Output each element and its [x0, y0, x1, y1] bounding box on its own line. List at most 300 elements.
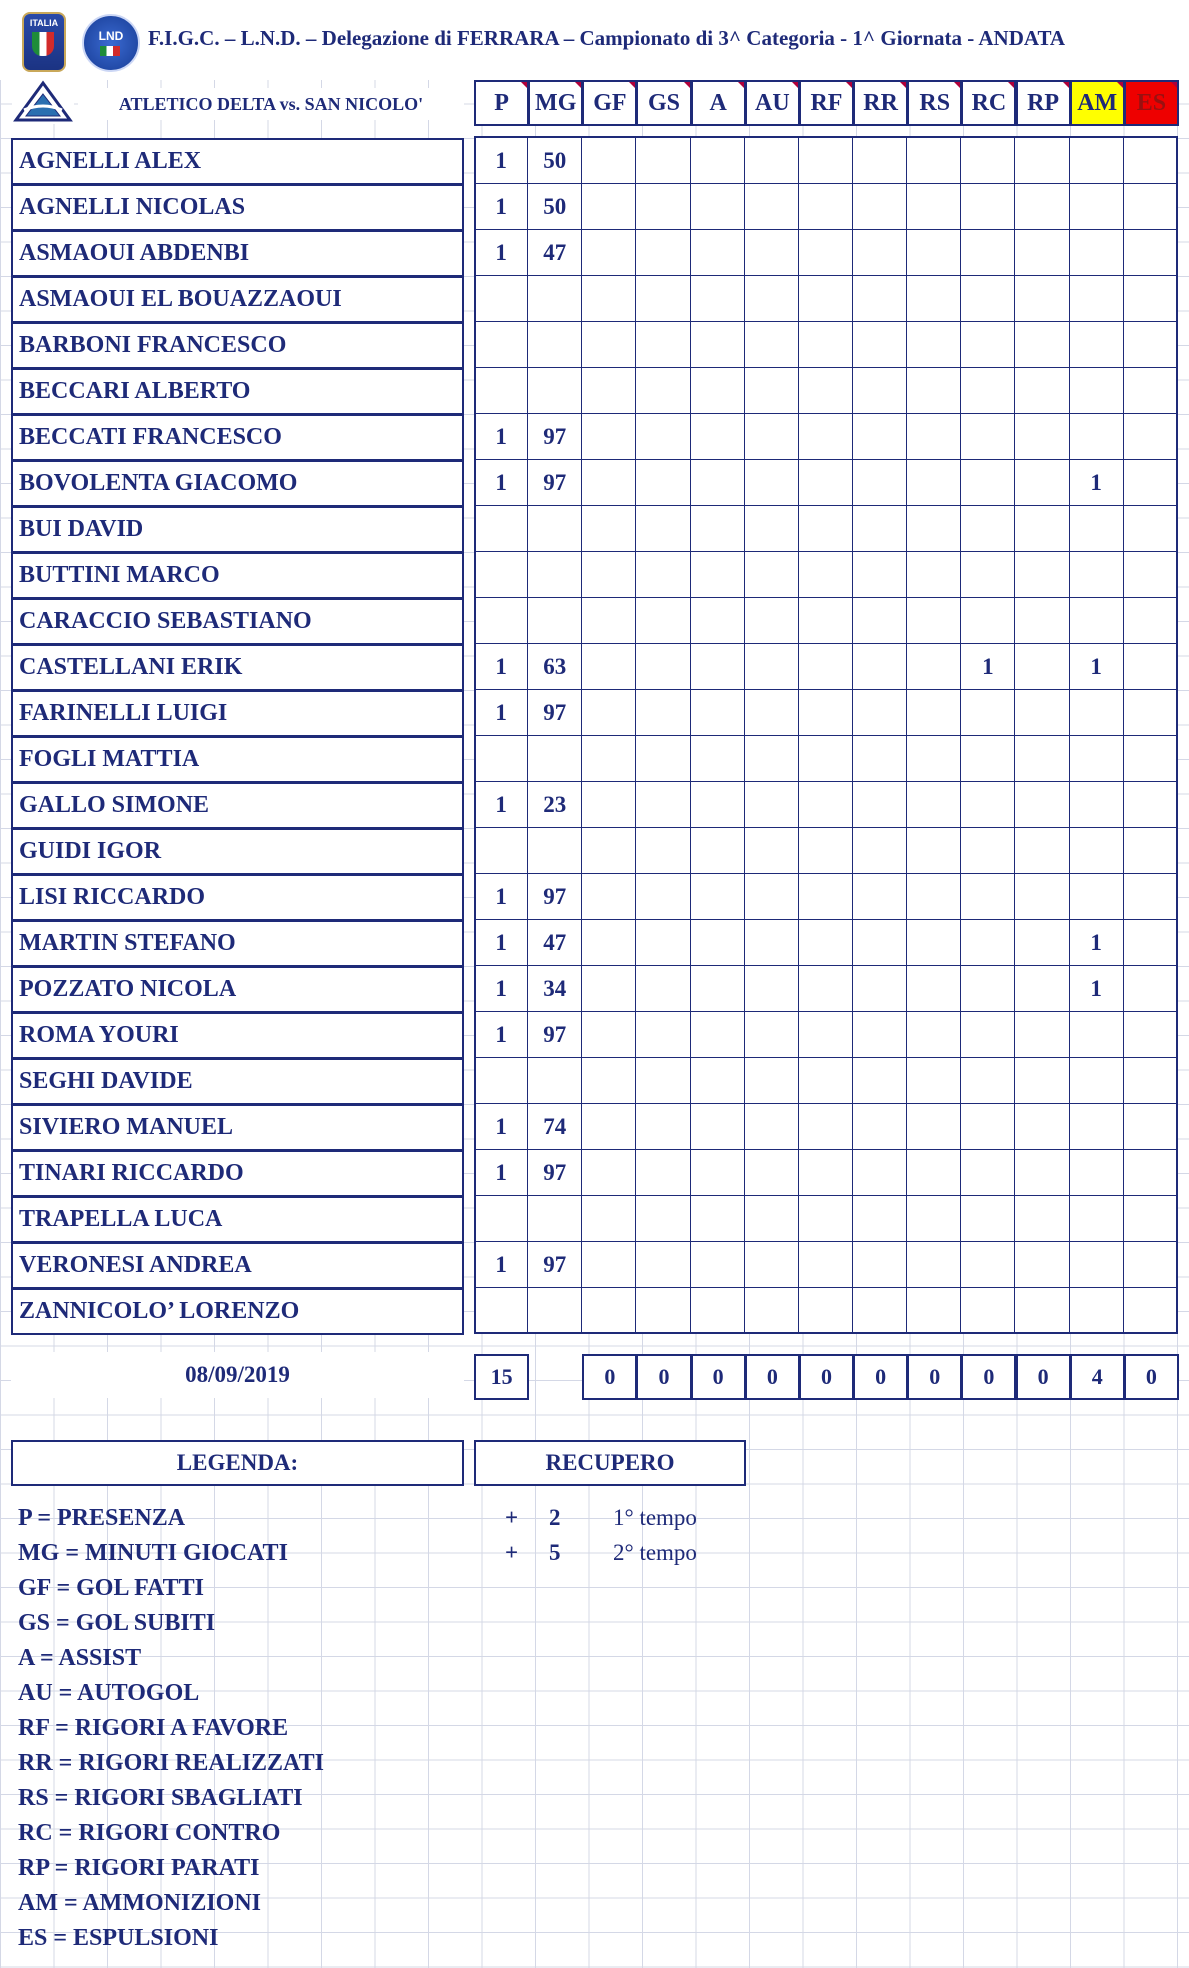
total-rp: 0 [1016, 1354, 1071, 1400]
stat-cell-rs [907, 966, 961, 1012]
stat-cell-rr [853, 1012, 907, 1058]
stat-cell-rc [961, 276, 1015, 322]
stat-cell-p: 1 [474, 644, 528, 690]
stat-cell-p: 1 [474, 414, 528, 460]
stat-cell-gs [636, 184, 690, 230]
stat-cell-rr [853, 138, 907, 184]
stat-cell-es [1124, 598, 1178, 644]
stat-cell-p: 1 [474, 184, 528, 230]
stat-cell-gf [582, 1288, 636, 1334]
stat-cell-a [691, 690, 745, 736]
stat-cell-rf [799, 966, 853, 1012]
stat-cell-am [1070, 782, 1124, 828]
stat-cell-rf [799, 1012, 853, 1058]
table-row [474, 920, 1178, 966]
stat-cell-au [745, 1150, 799, 1196]
stat-cell-gs [636, 414, 690, 460]
stat-cell-a [691, 828, 745, 874]
stat-cell-rf [799, 920, 853, 966]
stat-cell-es [1124, 874, 1178, 920]
stat-cell-p: 1 [474, 782, 528, 828]
column-header-rs: RS [907, 80, 962, 126]
stat-cell-gf [582, 1150, 636, 1196]
stat-cell-a [691, 184, 745, 230]
stat-cell-am [1070, 414, 1124, 460]
stat-cell-rs [907, 1012, 961, 1058]
stat-cell-am [1070, 874, 1124, 920]
stat-cell-mg: 34 [528, 966, 582, 1012]
stat-cell-gf [582, 322, 636, 368]
stat-cell-p [474, 828, 528, 874]
stat-cell-rp [1015, 782, 1069, 828]
stat-cell-rc [961, 1150, 1015, 1196]
stat-cell-gf [582, 506, 636, 552]
comment-marker-icon [792, 82, 798, 88]
stat-cell-gf [582, 874, 636, 920]
stat-cell-rp [1015, 552, 1069, 598]
stat-cell-p: 1 [474, 1242, 528, 1288]
stat-cell-rc [961, 184, 1015, 230]
stat-cell-rs [907, 230, 961, 276]
stat-cell-rc [961, 460, 1015, 506]
stat-cell-rp [1015, 828, 1069, 874]
legend-item: ES = ESPULSIONI [18, 1925, 219, 1951]
stat-cell-p: 1 [474, 690, 528, 736]
stat-cell-rc [961, 920, 1015, 966]
stat-cell-au [745, 276, 799, 322]
total-rf: 0 [799, 1354, 854, 1400]
legend-item: AM = AMMONIZIONI [18, 1890, 261, 1916]
stat-cell-rc [961, 414, 1015, 460]
stat-cell-gs [636, 230, 690, 276]
stat-cell-rp [1015, 1288, 1069, 1334]
table-row [474, 1288, 1178, 1334]
stat-cell-gf [582, 644, 636, 690]
stat-cell-mg [528, 1058, 582, 1104]
stat-cell-rs [907, 368, 961, 414]
stat-cell-gf [582, 138, 636, 184]
stat-cell-mg [528, 598, 582, 644]
stat-cell-mg [528, 828, 582, 874]
stat-cell-gs [636, 506, 690, 552]
table-row [474, 230, 1178, 276]
stat-cell-es [1124, 230, 1178, 276]
match-date: 08/09/2019 [11, 1352, 464, 1398]
lnd-logo-text: LND [98, 29, 124, 43]
stat-cell-a [691, 1150, 745, 1196]
stat-cell-am [1070, 1012, 1124, 1058]
stat-cell-rc [961, 598, 1015, 644]
stat-cell-rc [961, 322, 1015, 368]
stat-cell-mg: 63 [528, 644, 582, 690]
stat-cell-rp [1015, 1012, 1069, 1058]
recupero-minutes: 5 [549, 1540, 561, 1565]
stat-cell-am [1070, 138, 1124, 184]
stat-cell-au [745, 138, 799, 184]
stat-cell-rc [961, 230, 1015, 276]
stat-cell-a [691, 138, 745, 184]
stat-cell-rp [1015, 1150, 1069, 1196]
stat-cell-mg [528, 276, 582, 322]
table-row [474, 782, 1178, 828]
stat-cell-a [691, 414, 745, 460]
figc-logo-text: ITALIA [29, 18, 59, 28]
stat-cell-rs [907, 736, 961, 782]
stat-cell-am [1070, 1058, 1124, 1104]
stat-cell-rf [799, 1104, 853, 1150]
stat-cell-mg [528, 552, 582, 598]
stat-cell-rc [961, 1104, 1015, 1150]
player-name: TINARI RICCARDO [11, 1150, 464, 1197]
stat-cell-gf [582, 1196, 636, 1242]
comment-marker-icon [1117, 82, 1123, 88]
table-row [474, 1104, 1178, 1150]
table-row [474, 736, 1178, 782]
stat-cell-rp [1015, 1242, 1069, 1288]
stat-cell-rc [961, 736, 1015, 782]
stat-cell-a [691, 1012, 745, 1058]
total-presenze: 15 [474, 1354, 529, 1400]
stat-cell-gs [636, 1104, 690, 1150]
stat-cell-rc [961, 1196, 1015, 1242]
stat-cell-rc [961, 1058, 1015, 1104]
stat-cell-gs [636, 782, 690, 828]
player-name: MARTIN STEFANO [11, 920, 464, 967]
stat-cell-es [1124, 828, 1178, 874]
stat-cell-rs [907, 1058, 961, 1104]
stat-cell-rc [961, 552, 1015, 598]
stat-cell-au [745, 322, 799, 368]
stat-cell-mg: 97 [528, 1150, 582, 1196]
stat-cell-es [1124, 1288, 1178, 1334]
stat-cell-gf [582, 690, 636, 736]
stat-cell-rs [907, 552, 961, 598]
stat-cell-p [474, 506, 528, 552]
stat-cell-gs [636, 322, 690, 368]
stat-cell-rp [1015, 1196, 1069, 1242]
stat-cell-rp [1015, 920, 1069, 966]
stat-cell-a [691, 1242, 745, 1288]
stat-cell-mg: 97 [528, 1012, 582, 1058]
stat-cell-gs [636, 690, 690, 736]
stat-cell-am: 1 [1070, 644, 1124, 690]
stat-cell-am [1070, 1242, 1124, 1288]
stat-cell-au [745, 552, 799, 598]
stat-cell-rr [853, 368, 907, 414]
table-row [474, 966, 1178, 1012]
stat-cell-am [1070, 1150, 1124, 1196]
stat-cell-es [1124, 184, 1178, 230]
stat-cell-mg: 50 [528, 184, 582, 230]
column-header-rr: RR [853, 80, 908, 126]
stat-cell-es [1124, 1150, 1178, 1196]
total-gs: 0 [636, 1354, 691, 1400]
stat-cell-gs [636, 1150, 690, 1196]
stat-cell-es [1124, 368, 1178, 414]
stat-cell-rp [1015, 414, 1069, 460]
stat-cell-es [1124, 460, 1178, 506]
stat-cell-rf [799, 598, 853, 644]
stat-cell-rs [907, 644, 961, 690]
stat-cell-gf [582, 230, 636, 276]
stat-cell-am [1070, 1104, 1124, 1150]
table-row [474, 644, 1178, 690]
stat-cell-a [691, 874, 745, 920]
table-row [474, 460, 1178, 506]
stat-cell-rp [1015, 138, 1069, 184]
stat-cell-es [1124, 966, 1178, 1012]
stat-cell-rp [1015, 322, 1069, 368]
comment-marker-icon [846, 82, 852, 88]
stat-cell-au [745, 966, 799, 1012]
table-row [474, 598, 1178, 644]
stat-cell-a [691, 1196, 745, 1242]
stat-cell-rr [853, 1242, 907, 1288]
stat-cell-au [745, 1058, 799, 1104]
player-name: BECCATI FRANCESCO [11, 414, 464, 461]
player-name: LISI RICCARDO [11, 874, 464, 921]
stat-cell-gf [582, 1058, 636, 1104]
player-name: GUIDI IGOR [11, 828, 464, 875]
stat-cell-rf [799, 644, 853, 690]
stat-cell-p: 1 [474, 138, 528, 184]
stat-cell-rr [853, 506, 907, 552]
stat-cell-a [691, 230, 745, 276]
comment-marker-icon [1171, 82, 1177, 88]
stat-cell-au [745, 1104, 799, 1150]
legend-item: RF = RIGORI A FAVORE [18, 1715, 289, 1741]
legend-item: RC = RIGORI CONTRO [18, 1820, 281, 1846]
table-row [474, 690, 1178, 736]
stat-cell-mg [528, 1196, 582, 1242]
stat-cell-rf [799, 184, 853, 230]
stat-cell-am [1070, 828, 1124, 874]
stat-cell-au [745, 414, 799, 460]
stat-cell-rc [961, 782, 1015, 828]
stat-cell-am [1070, 184, 1124, 230]
stat-cell-gf [582, 966, 636, 1012]
player-name: ZANNICOLO’ LORENZO [11, 1288, 464, 1335]
stat-cell-p: 1 [474, 1104, 528, 1150]
stat-cell-rf [799, 414, 853, 460]
stat-cell-rs [907, 828, 961, 874]
stat-cell-a [691, 368, 745, 414]
table-row [474, 1242, 1178, 1288]
stat-cell-au [745, 736, 799, 782]
stat-cell-au [745, 644, 799, 690]
stat-cell-rf [799, 690, 853, 736]
stat-cell-rp [1015, 506, 1069, 552]
stat-cell-rc [961, 368, 1015, 414]
stat-cell-a [691, 552, 745, 598]
column-header-rf: RF [799, 80, 854, 126]
table-row [474, 506, 1178, 552]
stat-cell-rf [799, 1242, 853, 1288]
total-am: 4 [1070, 1354, 1125, 1400]
table-row [474, 414, 1178, 460]
team-logo-icon [12, 80, 74, 124]
legend-item: GS = GOL SUBITI [18, 1610, 216, 1636]
stat-cell-au [745, 460, 799, 506]
player-name: CASTELLANI ERIK [11, 644, 464, 691]
stat-cell-rp [1015, 874, 1069, 920]
total-au: 0 [745, 1354, 800, 1400]
stat-cell-rs [907, 782, 961, 828]
stat-cell-rp [1015, 1058, 1069, 1104]
stat-cell-a [691, 276, 745, 322]
stat-cell-rs [907, 138, 961, 184]
stat-cell-es [1124, 1242, 1178, 1288]
stat-cell-rf [799, 828, 853, 874]
column-header-p: P [474, 80, 529, 126]
stat-cell-es [1124, 690, 1178, 736]
stat-cell-gs [636, 460, 690, 506]
table-row [474, 322, 1178, 368]
stat-cell-am: 1 [1070, 460, 1124, 506]
stat-cell-rc [961, 506, 1015, 552]
player-name: POZZATO NICOLA [11, 966, 464, 1013]
legend-item: P = PRESENZA [18, 1505, 186, 1531]
stat-cell-rp [1015, 230, 1069, 276]
stat-cell-mg: 23 [528, 782, 582, 828]
column-header-es: ES [1124, 80, 1179, 126]
column-header-gf: GF [582, 80, 637, 126]
legend-item: RS = RIGORI SBAGLIATI [18, 1785, 303, 1811]
recupero-sign: + [505, 1505, 519, 1530]
stat-cell-a [691, 322, 745, 368]
player-name: BUI DAVID [11, 506, 464, 553]
stat-cell-gf [582, 1242, 636, 1288]
stat-cell-am: 1 [1070, 920, 1124, 966]
stat-cell-rf [799, 506, 853, 552]
stat-cell-rr [853, 644, 907, 690]
comment-marker-icon [684, 82, 690, 88]
player-name: CARACCIO SEBASTIANO [11, 598, 464, 645]
stat-cell-p: 1 [474, 460, 528, 506]
recupero-minutes: 2 [549, 1505, 561, 1530]
comment-marker-icon [1008, 82, 1014, 88]
player-name: AGNELLI ALEX [11, 138, 464, 185]
stat-cell-es [1124, 920, 1178, 966]
comment-marker-icon [521, 82, 527, 88]
stat-cell-rp [1015, 460, 1069, 506]
player-name: SEGHI DAVIDE [11, 1058, 464, 1105]
stat-cell-am [1070, 276, 1124, 322]
italy-shield-icon [32, 32, 54, 56]
stat-cell-mg [528, 736, 582, 782]
stat-cell-gf [582, 552, 636, 598]
total-gf: 0 [582, 1354, 637, 1400]
stat-cell-am [1070, 598, 1124, 644]
stat-cell-au [745, 598, 799, 644]
stat-cell-gf [582, 920, 636, 966]
stat-cell-rf [799, 230, 853, 276]
stat-cell-rf [799, 322, 853, 368]
player-name: VERONESI ANDREA [11, 1242, 464, 1289]
stat-cell-rf [799, 138, 853, 184]
stat-cell-rr [853, 1104, 907, 1150]
stat-cell-es [1124, 736, 1178, 782]
stat-cell-au [745, 690, 799, 736]
player-name: ASMAOUI ABDENBI [11, 230, 464, 277]
stat-cell-rr [853, 414, 907, 460]
stat-cell-rs [907, 1242, 961, 1288]
stat-cell-rp [1015, 1104, 1069, 1150]
player-name: TRAPELLA LUCA [11, 1196, 464, 1243]
stat-cell-mg [528, 1288, 582, 1334]
stat-cell-au [745, 506, 799, 552]
stat-cell-es [1124, 506, 1178, 552]
comment-marker-icon [900, 82, 906, 88]
stat-cell-am [1070, 736, 1124, 782]
stat-cell-gs [636, 874, 690, 920]
stat-cell-gs [636, 1242, 690, 1288]
table-row [474, 828, 1178, 874]
stat-cell-rs [907, 1150, 961, 1196]
player-name: BARBONI FRANCESCO [11, 322, 464, 369]
stat-cell-rr [853, 828, 907, 874]
player-name: ROMA YOURI [11, 1012, 464, 1059]
stat-cell-mg: 47 [528, 230, 582, 276]
stat-cell-rf [799, 552, 853, 598]
stat-cell-mg: 50 [528, 138, 582, 184]
stat-cell-mg [528, 368, 582, 414]
stat-cell-rf [799, 368, 853, 414]
stat-cell-gs [636, 598, 690, 644]
stat-cell-rs [907, 1196, 961, 1242]
comment-marker-icon [738, 82, 744, 88]
stat-cell-gs [636, 1012, 690, 1058]
table-row [474, 1012, 1178, 1058]
total-a: 0 [691, 1354, 746, 1400]
stat-cell-mg [528, 322, 582, 368]
stat-cell-gs [636, 276, 690, 322]
stat-cell-rs [907, 1288, 961, 1334]
stat-cell-rs [907, 1104, 961, 1150]
stat-cell-rr [853, 966, 907, 1012]
stat-cell-mg: 97 [528, 414, 582, 460]
player-name: FARINELLI LUIGI [11, 690, 464, 737]
player-name: GALLO SIMONE [11, 782, 464, 829]
stat-cell-mg: 97 [528, 460, 582, 506]
stat-cell-rp [1015, 736, 1069, 782]
stat-cell-rc [961, 966, 1015, 1012]
stat-cell-gs [636, 966, 690, 1012]
stat-cell-rp [1015, 276, 1069, 322]
stat-cell-am [1070, 690, 1124, 736]
stat-cell-es [1124, 782, 1178, 828]
stat-cell-gs [636, 1058, 690, 1104]
stat-cell-gf [582, 1012, 636, 1058]
figc-logo-icon [22, 12, 66, 72]
stat-cell-au [745, 1288, 799, 1334]
stat-cell-am: 1 [1070, 966, 1124, 1012]
stat-cell-rc [961, 1242, 1015, 1288]
stat-cell-rs [907, 598, 961, 644]
player-name: FOGLI MATTIA [11, 736, 464, 783]
recupero-sign: + [505, 1540, 519, 1565]
stat-cell-p: 1 [474, 874, 528, 920]
stat-cell-gs [636, 1196, 690, 1242]
stat-cell-rr [853, 322, 907, 368]
table-row [474, 1150, 1178, 1196]
stat-cell-a [691, 506, 745, 552]
stat-cell-rf [799, 1150, 853, 1196]
stat-cell-p [474, 276, 528, 322]
stat-cell-rf [799, 782, 853, 828]
stat-cell-rf [799, 874, 853, 920]
stat-cell-gf [582, 1104, 636, 1150]
